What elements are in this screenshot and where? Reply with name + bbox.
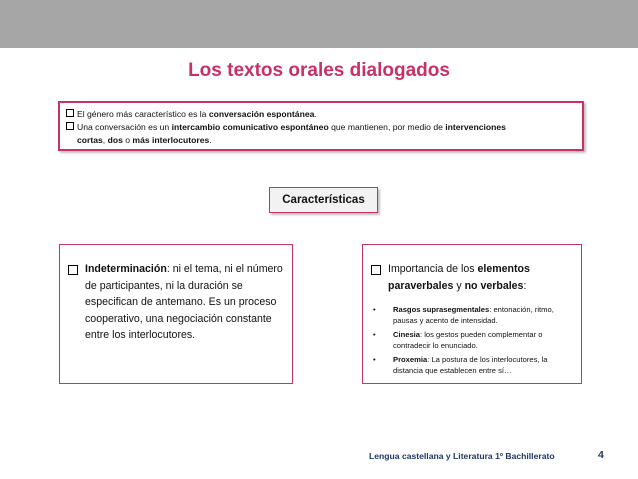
- paraverbal-heading-bold: no verbales: [464, 279, 524, 292]
- paraverbal-box: [362, 244, 582, 384]
- list-item: [371, 304, 575, 327]
- footer-course: Lengua castellana y Literatura 1º Bachillerato: [369, 451, 555, 461]
- intro-bold: cortas: [77, 135, 103, 145]
- checkbox-bullet-icon: [371, 265, 381, 275]
- page-title: Los textos orales dialogados: [188, 60, 450, 81]
- intro-text: .: [314, 109, 317, 119]
- list-item-term: Cinesia: [393, 329, 421, 339]
- intro-bold: intercambio comunicativo espontáneo: [171, 122, 329, 132]
- paraverbal-heading-text: Importancia de los: [388, 263, 478, 275]
- checkbox-bullet-icon: [68, 265, 78, 275]
- indeterminacion-term: Indeterminación: [85, 263, 167, 275]
- bullet-icon: •: [373, 329, 376, 339]
- intro-text: que mantienen, por medio de: [328, 122, 446, 132]
- list-item-text: : entonación, ritmo, pausas y acento de intensidad.: [393, 305, 554, 326]
- intro-line-1: [66, 108, 576, 121]
- header-bar: [0, 0, 638, 48]
- paraverbal-heading-text: y: [453, 279, 465, 292]
- intro-text: .: [209, 135, 212, 145]
- paraverbal-list: [371, 304, 575, 376]
- intro-bold: conversación espontánea: [208, 109, 315, 119]
- intro-line-2: [66, 121, 576, 134]
- list-item-term: Rasgos suprasegmentales: [393, 305, 490, 314]
- bullet-icon: •: [373, 305, 376, 314]
- page-number: 4: [598, 449, 604, 461]
- intro-text: ,: [102, 135, 108, 145]
- checkbox-bullet-icon: [66, 109, 74, 117]
- intro-line-3: [66, 134, 576, 147]
- list-item-text: : La postura de los interlocutores, la distancia que establecen entre sí…: [393, 354, 548, 376]
- intro-text: Una conversación es un: [77, 122, 172, 132]
- characteristics-label: Características: [269, 187, 378, 213]
- list-item-term: Proxemia: [393, 354, 428, 364]
- bullet-icon: •: [373, 354, 376, 364]
- checkbox-bullet-icon: [66, 122, 74, 130]
- intro-bold: dos: [107, 135, 123, 145]
- intro-text: o: [122, 135, 133, 145]
- paraverbal-heading-bold: elementos paraverbales: [388, 263, 530, 292]
- indeterminacion-box: [59, 244, 293, 384]
- indeterminacion-item: [68, 261, 286, 344]
- paraverbal-heading: [371, 261, 575, 294]
- intro-box: [58, 101, 584, 151]
- intro-text: El género más característico es la: [77, 109, 209, 119]
- list-item: [371, 354, 575, 377]
- intro-bold: intervenciones: [445, 122, 506, 132]
- list-item-text: : los gestos pueden complementar o contradecir lo enunciado.: [393, 329, 543, 351]
- intro-bold: más interlocutores: [132, 135, 210, 145]
- indeterminacion-text: : ni el tema, ni el número de participantes, ni la duración se especifican de antemano. Es un proceso cooperativo, una negociación constante entre los interlocutores.: [85, 263, 283, 341]
- list-item: [371, 329, 575, 352]
- paraverbal-heading-text: :: [523, 279, 527, 292]
